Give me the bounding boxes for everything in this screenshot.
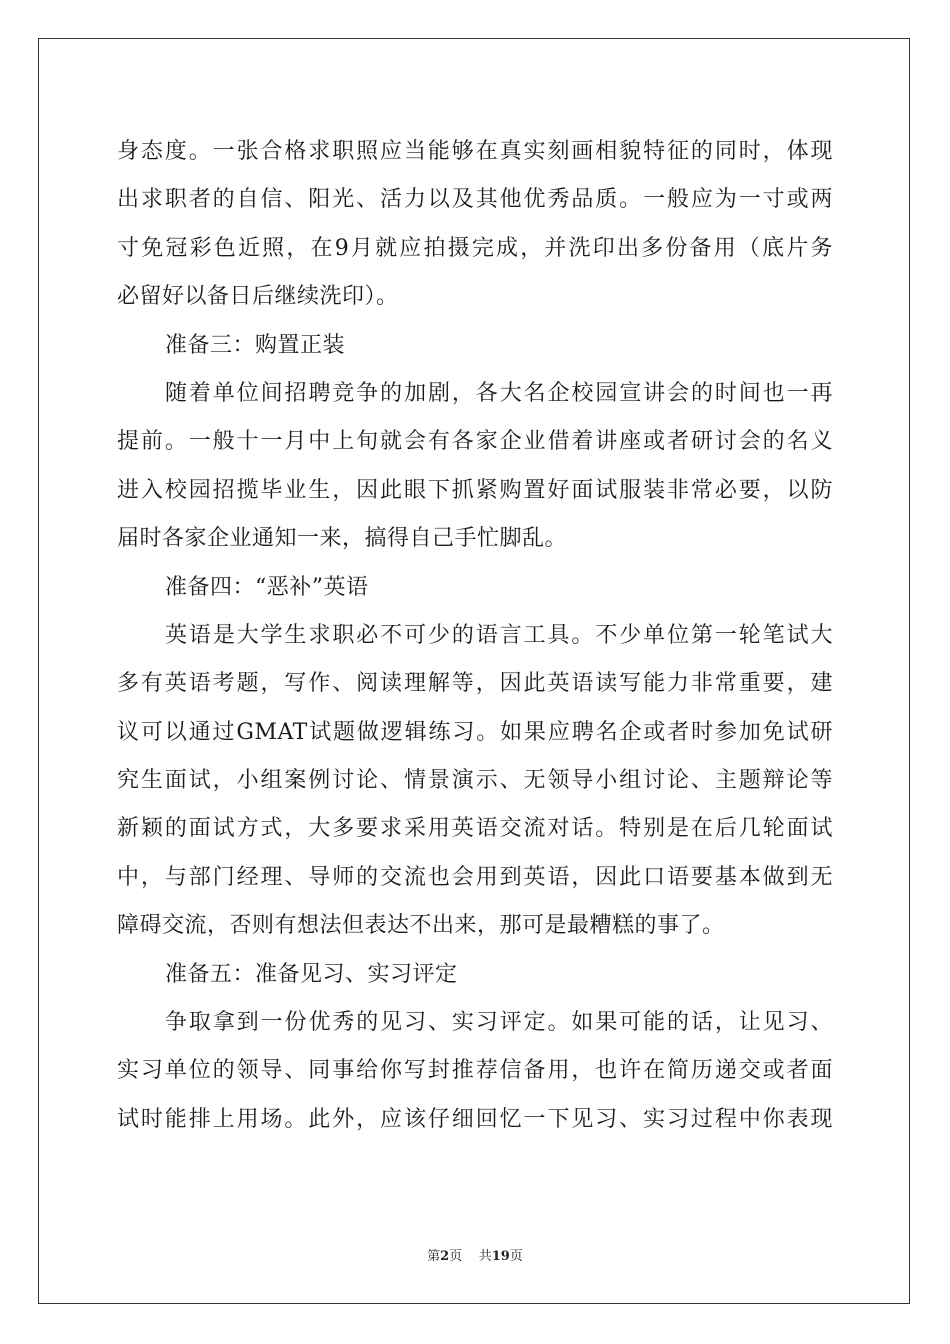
text-line: 究生面试，小组案例讨论、情景演示、无领导小组讨论、主题辩论等 [117, 768, 833, 794]
text-line: 必留好以备日后继续洗印）。 [117, 284, 399, 310]
text-line: 提前。一般十一月中上旬就会有各家企业借着讲座或者研讨会的名义 [117, 429, 833, 455]
text-line: 出求职者的自信、阳光、活力以及其他优秀品质。一般应为一寸或两 [117, 187, 833, 213]
section-heading: 准备五：准备见习、实习评定 [165, 961, 458, 987]
text-line: 届时各家企业通知一来，搞得自己手忙脚乱。 [117, 526, 568, 552]
page-suffix: 页 [449, 1249, 463, 1264]
text-line: 多有英语考题，写作、阅读理解等，因此英语读写能力非常重要，建 [117, 671, 833, 697]
text-line: 争取拿到一份优秀的见习、实习评定。如果可能的话，让见习、 [165, 1010, 833, 1036]
document-body [117, 128, 833, 1144]
text-line: 随着单位间招聘竞争的加剧，各大名企校园宣讲会的时间也一再 [165, 380, 833, 406]
text-line: 进入校园招揽毕业生，因此眼下抓紧购置好面试服装非常必要，以防 [117, 477, 833, 503]
text-line: 身态度。一张合格求职照应当能够在真实刻画相貌特征的同时，体现 [117, 139, 833, 164]
page-footer [0, 1245, 950, 1264]
text-line: 试时能排上用场。此外，应该仔细回忆一下见习、实习过程中你表现 [117, 1106, 833, 1132]
text-line: 新颖的面试方式，大多要求采用英语交流对话。特别是在后几轮面试 [117, 816, 833, 842]
total-pages: 19 [491, 1249, 510, 1264]
text-line: 实习单位的领导、同事给你写封推荐信备用，也许在简历递交或者面 [117, 1058, 833, 1084]
total-prefix: 共 [478, 1249, 492, 1264]
text-line: 寸免冠彩色近照，在9月就应拍摄完成，并洗印出多份备用（底片务 [117, 235, 833, 261]
text-line: 英语是大学生求职必不可少的语言工具。不少单位第一轮笔试大 [165, 622, 833, 648]
text-line: 障碍交流，否则有想法但表达不出来，那可是最糟糕的事了。 [117, 913, 725, 939]
page-number: 2 [440, 1249, 450, 1264]
page-prefix: 第 [427, 1249, 441, 1264]
text-line: 中，与部门经理、导师的交流也会用到英语，因此口语要基本做到无 [117, 864, 833, 890]
total-suffix: 页 [509, 1249, 523, 1264]
text-line: 议可以通过GMAT试题做逻辑练习。如果应聘名企或者时参加免试研 [117, 719, 833, 745]
section-heading: 准备三：购置正装 [165, 332, 346, 358]
section-heading: 准备四：“恶补”英语 [165, 574, 369, 600]
